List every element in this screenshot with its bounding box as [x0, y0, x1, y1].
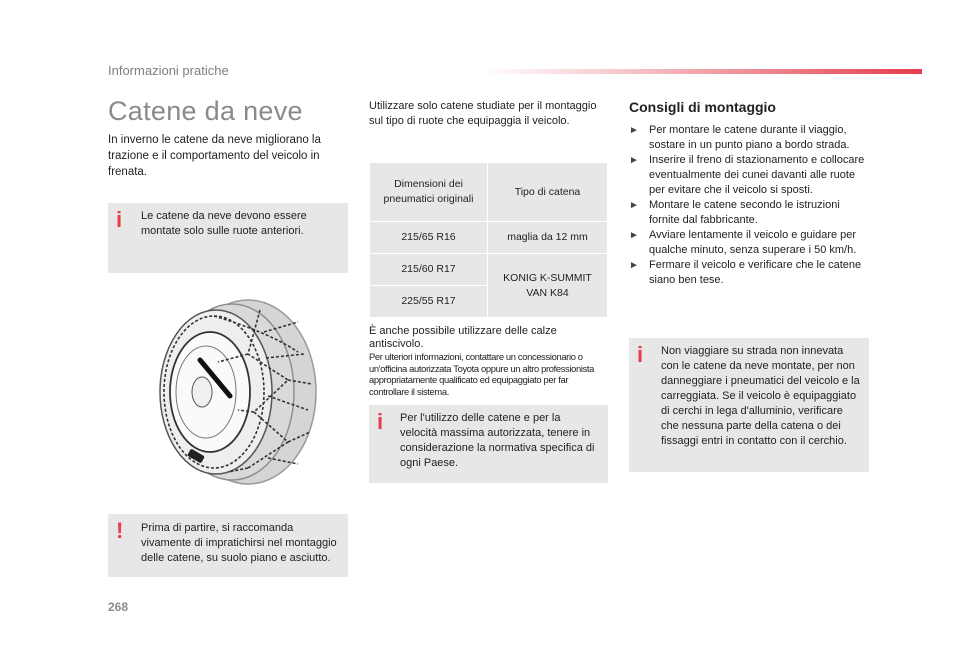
tip-text: Per montare le catene durante il viaggio, sostare in un punto piano a bordo strada. [649, 124, 850, 151]
info-box-no-snow-road [629, 338, 869, 472]
info-icon: i [637, 342, 644, 367]
tip-text: Inserire il freno di stazionamento e collocare eventualmente dei cunei davanti alle ruote per evitare che il veicolo si sposti. [649, 154, 865, 196]
list-item [629, 228, 869, 258]
section-label: Informazioni pratiche [108, 63, 229, 78]
arrow-right-icon: ► [629, 200, 639, 211]
table-cell-tire: 215/65 R16 [370, 222, 488, 254]
table-header-chain-type: Tipo di catena [488, 163, 608, 222]
header-accent-bar [480, 69, 922, 74]
list-item [629, 258, 869, 288]
tip-text: Avviare lentamente il veicolo e guidare per qualche minuto, senza superare i 50 km/h. [649, 229, 857, 256]
table-cell-chain: maglia da 12 mm [488, 222, 608, 254]
table-cell-chain: KONIG K-SUMMIT VAN K84 [488, 254, 608, 318]
list-item [629, 123, 869, 153]
chain-compatibility-text: Utilizzare solo catene studiate per il montaggio sul tipo di ruote che equipaggia il veicolo. [369, 100, 597, 127]
mounting-tips-list [629, 123, 869, 288]
intro-text: In inverno le catene da neve migliorano la trazione e il comportamento del veicolo in frenata. [108, 134, 321, 178]
arrow-right-icon: ► [629, 125, 639, 136]
table-cell-tire: 225/55 R17 [370, 286, 488, 318]
info-box-front-wheels [108, 203, 348, 273]
list-item [629, 198, 869, 228]
table-row [370, 222, 608, 254]
tip-text: Montare le catene secondo le istruzioni fornite dal fabbricante. [649, 199, 840, 226]
arrow-right-icon: ► [629, 230, 639, 241]
page-number: 268 [108, 600, 129, 614]
page-title: Catene da neve [108, 96, 303, 126]
info-box-text: Non viaggiare su strada non innevata con le catene da neve montate, per non danneggiare i pneumatici del veicolo e la carreggiata. Se il veicolo è equipaggiato di cerchi in lega d'alluminio, verificare che nessuna parte della catena o dei fissaggi entri in contatto con il cerchio. [661, 345, 860, 447]
info-box-text: Per l'utilizzo delle catene e per la velocità massima autorizzata, tenere in considerazione la normativa specifica di ogni Paese. [400, 412, 595, 469]
table-header-row [370, 163, 608, 222]
list-item [629, 153, 869, 198]
table-header-tire-size: Dimensioni dei pneumatici originali [370, 163, 488, 222]
mounting-tips-title: Consigli di montaggio [629, 99, 776, 115]
chain-spec-table [369, 162, 608, 318]
table-cell-tire: 215/60 R17 [370, 254, 488, 286]
warning-icon: ! [116, 518, 124, 543]
info-box-text: Le catene da neve devono essere montate solo sulle ruote anteriori. [141, 210, 307, 237]
warning-box-practice [108, 514, 348, 577]
arrow-right-icon: ► [629, 155, 639, 166]
table-row [370, 254, 608, 286]
info-icon: i [116, 207, 123, 232]
tire-with-snow-chains-illustration [148, 292, 320, 490]
warning-box-text: Prima di partire, si raccomanda vivamente di impratichirsi nel montaggio delle catene, su suolo piano e asciutto. [141, 522, 337, 564]
info-icon: i [377, 409, 384, 434]
snow-socks-text: È anche possibile utilizzare delle calze antiscivolo. [369, 325, 557, 350]
snow-socks-note: Per ulteriori informazioni, contattare un concessionario o un'officina autorizzata Toyota oppure un altro professionista appropriatamente qualificato ed equipaggiato per far controllare il sistema. [369, 351, 595, 397]
arrow-right-icon: ► [629, 260, 639, 271]
info-box-speed-regulation [369, 405, 608, 483]
tip-text: Fermare il veicolo e verificare che le catene siano ben tese. [649, 259, 862, 286]
